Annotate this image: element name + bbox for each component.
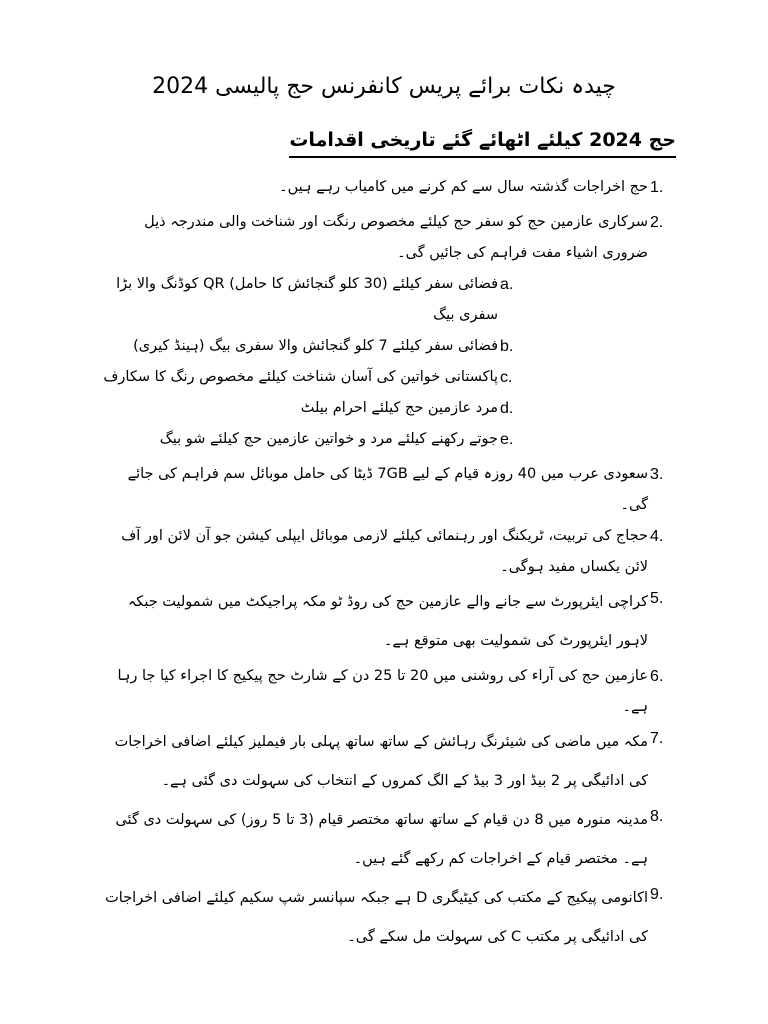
list-item — [96, 661, 676, 723]
subitem-letter: c. — [500, 369, 513, 386]
item-text: اکانومی پیکیج کے مکتب کی کیٹیگری D ہے جبکہ سپانسر شپ سکیم کیلئے اضافی اخراجات کی ادائیگی پر مکتب C کی سہولت مل سکے گی۔ — [105, 890, 648, 945]
item-number: 6. — [650, 668, 664, 685]
sublist-item — [96, 393, 648, 424]
item-number: 4. — [650, 528, 664, 545]
item-text: عازمین حج کی آراء کی روشنی میں 20 تا 25 دن کے شارٹ حج پیکیج کا اجراء کیا جا رہا ہے۔ — [117, 668, 648, 715]
item-number: 2. — [650, 214, 664, 231]
subitem-text: پاکستانی خواتین کی آسان شناخت کیلئے مخصوص رنگ کا سکارف — [103, 369, 498, 385]
item-number: 1. — [650, 179, 664, 196]
subitem-text: فضائی سفر کیلئے (30 کلو گنجائش کا حامل) QR کوڈنگ والا بڑا سفری بیگ — [116, 276, 498, 323]
item-number: 3. — [650, 466, 664, 483]
sublist-item — [96, 424, 648, 455]
sublist-item — [96, 331, 648, 362]
subitem-text: مرد عازمین حج کیلئے احرام بیلٹ — [300, 400, 498, 416]
item-text: سرکاری عازمین حج کو سفر حج کیلئے مخصوص رنگت اور شناخت والی مندرجہ ذیل ضروری اشیاء مفت فراہم کی جائیں گی۔ — [144, 214, 648, 261]
list-item — [96, 207, 676, 459]
item-text: کراچی ایئرپورٹ سے جانے والے عازمین حج کی روڈ ٹو مکہ پراجیکٹ میں شمولیت جبکہ لاہور ایئرپورٹ کی شمولیت بھی متوقع ہے۔ — [127, 594, 648, 649]
section-heading: حج 2024 کیلئے اٹھائے گئے تاریخی اقدامات — [289, 126, 676, 158]
free-items-sublist — [96, 269, 648, 455]
subitem-text: جوتے رکھنے کیلئے مرد و خواتین عازمین حج کیلئے شو بیگ — [159, 431, 498, 447]
item-number: 9. — [650, 886, 664, 903]
item-text: حجاج کی تربیت، ٹریکنگ اور رہنمائی کیلئے لازمی موبائل ایپلی کیشن جو آن لائن اور آف لائن یکساں مفید ہوگی۔ — [121, 528, 648, 575]
item-text: حج اخراجات گذشتہ سال سے کم کرنے میں کامیاب رہے ہیں۔ — [279, 179, 648, 195]
subitem-text: فضائی سفر کیلئے 7 کلو گنجائش والا سفری بیگ (ہینڈ کیری) — [133, 338, 498, 354]
list-item — [96, 583, 676, 661]
policy-points-list — [96, 172, 676, 957]
subitem-letter: d. — [500, 400, 514, 417]
list-item — [96, 521, 676, 583]
subitem-letter: a. — [500, 276, 514, 293]
document-title: چیدہ نکات برائے پریس کانفرنس حج پالیسی 2024 — [152, 74, 616, 99]
item-number: 7. — [650, 730, 664, 747]
list-item — [96, 459, 676, 521]
item-text: مکہ میں ماضی کی شیئرنگ رہائش کے ساتھ ساتھ پہلی بار فیملیز کیلئے اضافی اخراجات کی ادائیگی پر 2 بیڈ اور 3 بیڈ کے الگ کمروں کے انتخاب کی سہولت دی گئی ہے۔ — [114, 734, 648, 789]
list-item — [96, 801, 676, 879]
sublist-item — [96, 362, 648, 393]
sublist-item — [96, 269, 648, 331]
list-item — [96, 723, 676, 801]
list-item — [96, 879, 676, 957]
item-number: 8. — [650, 808, 664, 825]
item-number: 5. — [650, 590, 664, 607]
subitem-letter: b. — [500, 338, 514, 355]
item-text: مدینہ منورہ میں 8 دن قیام کے ساتھ ساتھ مختصر قیام (3 تا 5 روز) کی سہولت دی گئی ہے۔ مختصر قیام کے اخراجات کم رکھے گئے ہیں۔ — [115, 812, 648, 867]
item-text: سعودی عرب میں 40 روزہ قیام کے لیے 7GB ڈیٹا کی حامل موبائل سم فراہم کی جائے گی۔ — [127, 466, 648, 513]
subitem-letter: e. — [500, 431, 514, 448]
list-item — [96, 172, 676, 207]
